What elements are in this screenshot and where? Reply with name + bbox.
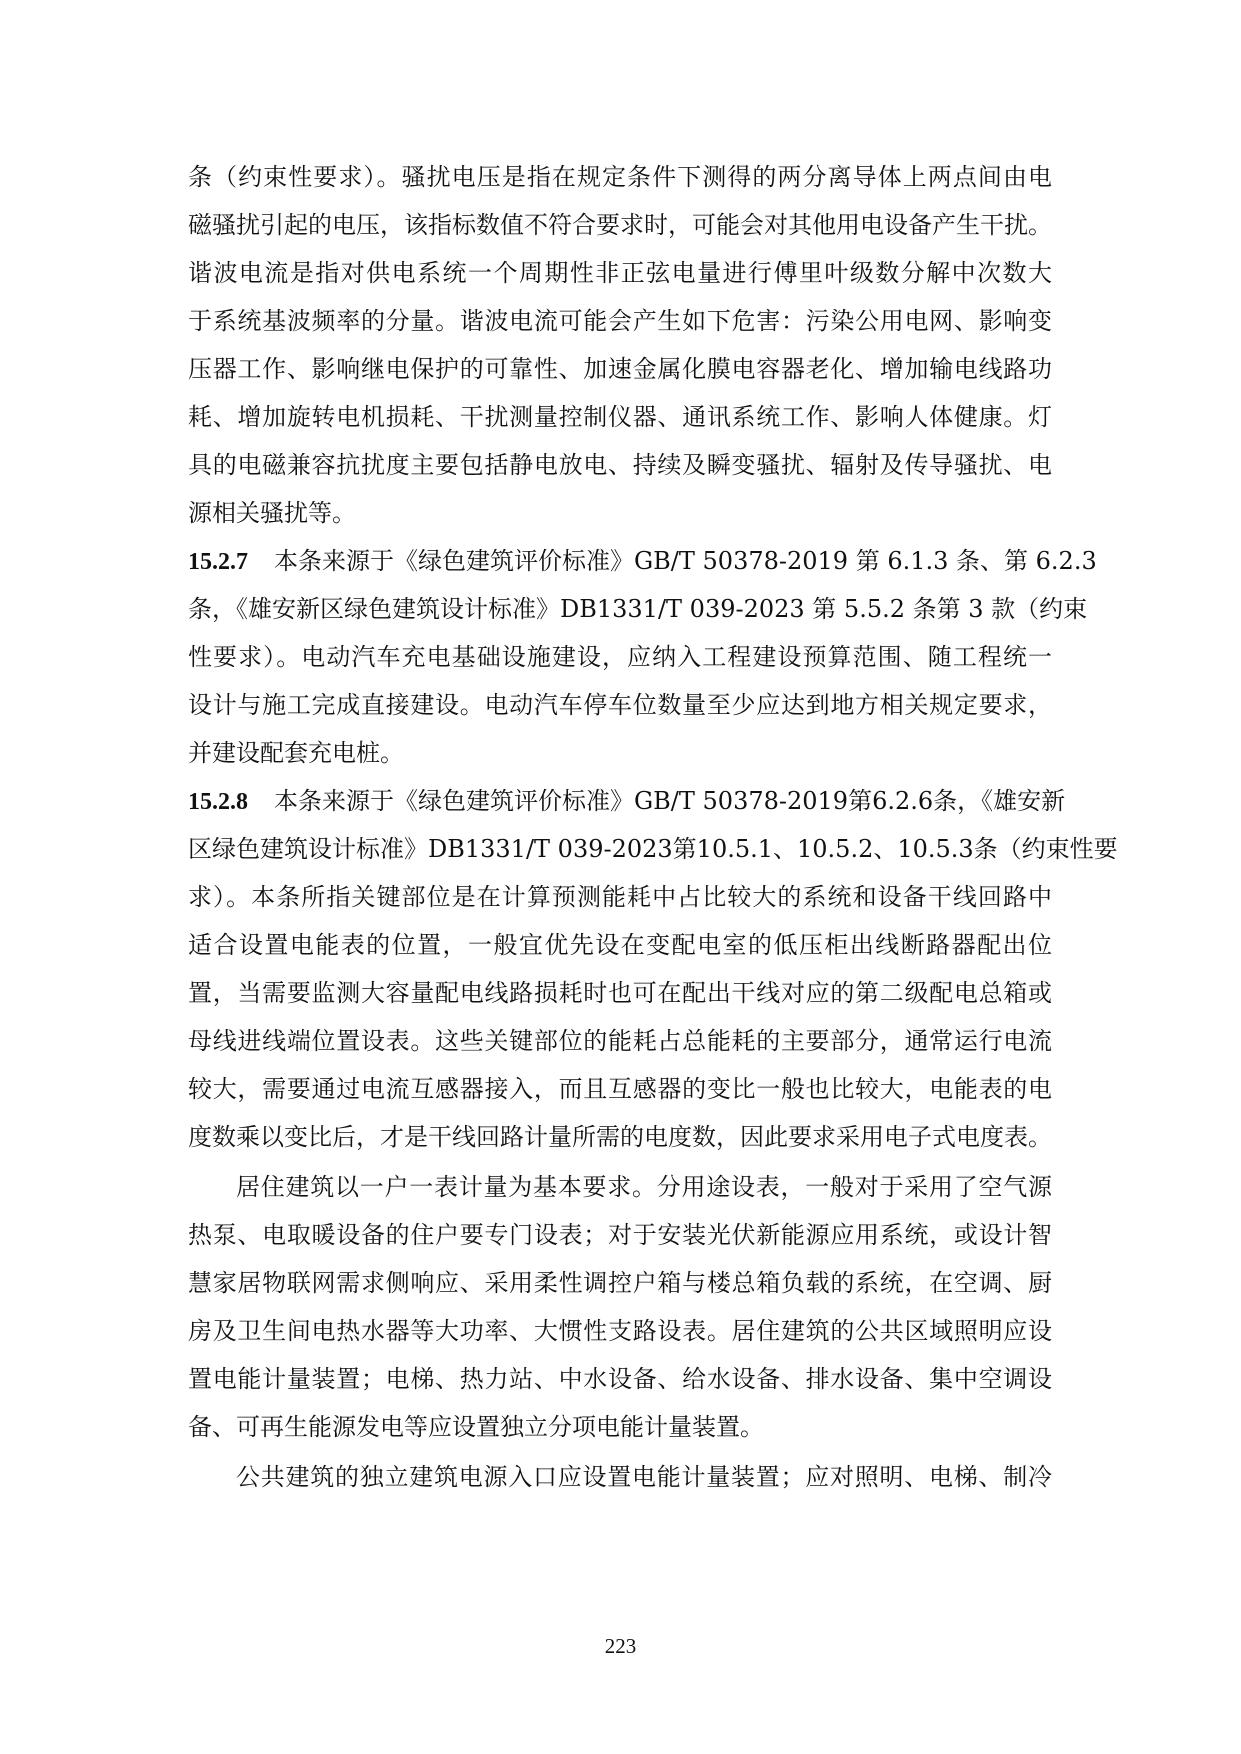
text-line: 耗、增加旋转电机损耗、干扰测量控制仪器、通讯系统工作、影响人体健康。灯	[188, 403, 1052, 431]
text-line: 度数乘以变比后，才是干线回路计量所需的电度数，因此要求采用电子式电度表。	[188, 1123, 1052, 1151]
clause-text: 本条来源于《绿色建筑评价标准》GB/T 50378-2019第6.2.6条，《雄安新	[274, 787, 1066, 815]
text-line: 并建设配套充电桩。	[188, 739, 404, 767]
page-number: 223	[604, 1634, 637, 1658]
text-line: 置，当需要监测大容量配电线路损耗时也可在配出干线对应的第二级配电总箱或	[188, 979, 1052, 1007]
text-line: 谐波电流是指对供电系统一个周期性非正弦电量进行傅里叶级数分解中次数大	[188, 259, 1052, 287]
clause-first-line	[188, 786, 1066, 817]
text-line: 热泵、电取暖设备的住户要专门设表；对于安装光伏新能源应用系统，或设计智	[188, 1221, 1052, 1249]
text-line: 居住建筑以一户一表计量为基本要求。分用途设表，一般对于采用了空气源	[236, 1173, 1052, 1201]
text-line: 慧家居物联网需求侧响应、采用柔性调控户箱与楼总箱负载的系统，在空调、厨	[188, 1269, 1052, 1297]
text-line: 备、可再生能源发电等应设置独立分项电能计量装置。	[188, 1413, 764, 1441]
text-line: 磁骚扰引起的电压，该指标数值不符合要求时，可能会对其他用电设备产生干扰。	[188, 211, 1052, 239]
clause-number: 15.2.8	[188, 789, 248, 815]
text-line: 置电能计量装置；电梯、热力站、中水设备、给水设备、排水设备、集中空调设	[188, 1365, 1052, 1393]
text-line: 求）。本条所指关键部位是在计算预测能耗中占比较大的系统和设备干线回路中	[188, 883, 1052, 911]
text-line: 条（约束性要求）。骚扰电压是指在规定条件下测得的两分离导体上两点间由电	[188, 163, 1052, 191]
text-line: 房及卫生间电热水器等大功率、大惯性支路设表。居住建筑的公共区域照明应设	[188, 1317, 1052, 1345]
text-line: 源相关骚扰等。	[188, 499, 356, 527]
clause-text: 本条来源于《绿色建筑评价标准》GB/T 50378-2019 第 6.1.3 条、第 6.2.3	[274, 547, 1097, 575]
clause-number: 15.2.7	[188, 549, 248, 575]
text-line: 于系统基波频率的分量。谐波电流可能会产生如下危害：污染公用电网、影响变	[188, 307, 1052, 335]
text-line: 压器工作、影响继电保护的可靠性、加速金属化膜电容器老化、增加输电线路功	[188, 355, 1052, 383]
text-line: 公共建筑的独立建筑电源入口应设置电能计量装置；应对照明、电梯、制冷	[236, 1463, 1052, 1491]
text-line: 区绿色建筑设计标准》DB1331/T 039-2023第10.5.1、10.5.2、10.5.3条（约束性要	[188, 835, 1118, 863]
text-line: 设计与施工完成直接建设。电动汽车停车位数量至少应达到地方相关规定要求，	[188, 691, 1052, 719]
text-line: 性要求）。电动汽车充电基础设施建设，应纳入工程建设预算范围、随工程统一	[188, 643, 1052, 671]
text-line: 条，《雄安新区绿色建筑设计标准》DB1331/T 039-2023 第 5.5.2 条第 3 款（约束	[188, 595, 1088, 623]
text-line: 较大，需要通过电流互感器接入，而且互感器的变比一般也比较大，电能表的电	[188, 1075, 1052, 1103]
clause-first-line	[188, 546, 1097, 577]
text-line: 母线进线端位置设表。这些关键部位的能耗占总能耗的主要部分，通常运行电流	[188, 1027, 1052, 1055]
text-line: 具的电磁兼容抗扰度主要包括静电放电、持续及瞬变骚扰、辐射及传导骚扰、电	[188, 451, 1052, 479]
text-line: 适合设置电能表的位置，一般宜优先设在变配电室的低压柜出线断路器配出位	[188, 931, 1052, 959]
